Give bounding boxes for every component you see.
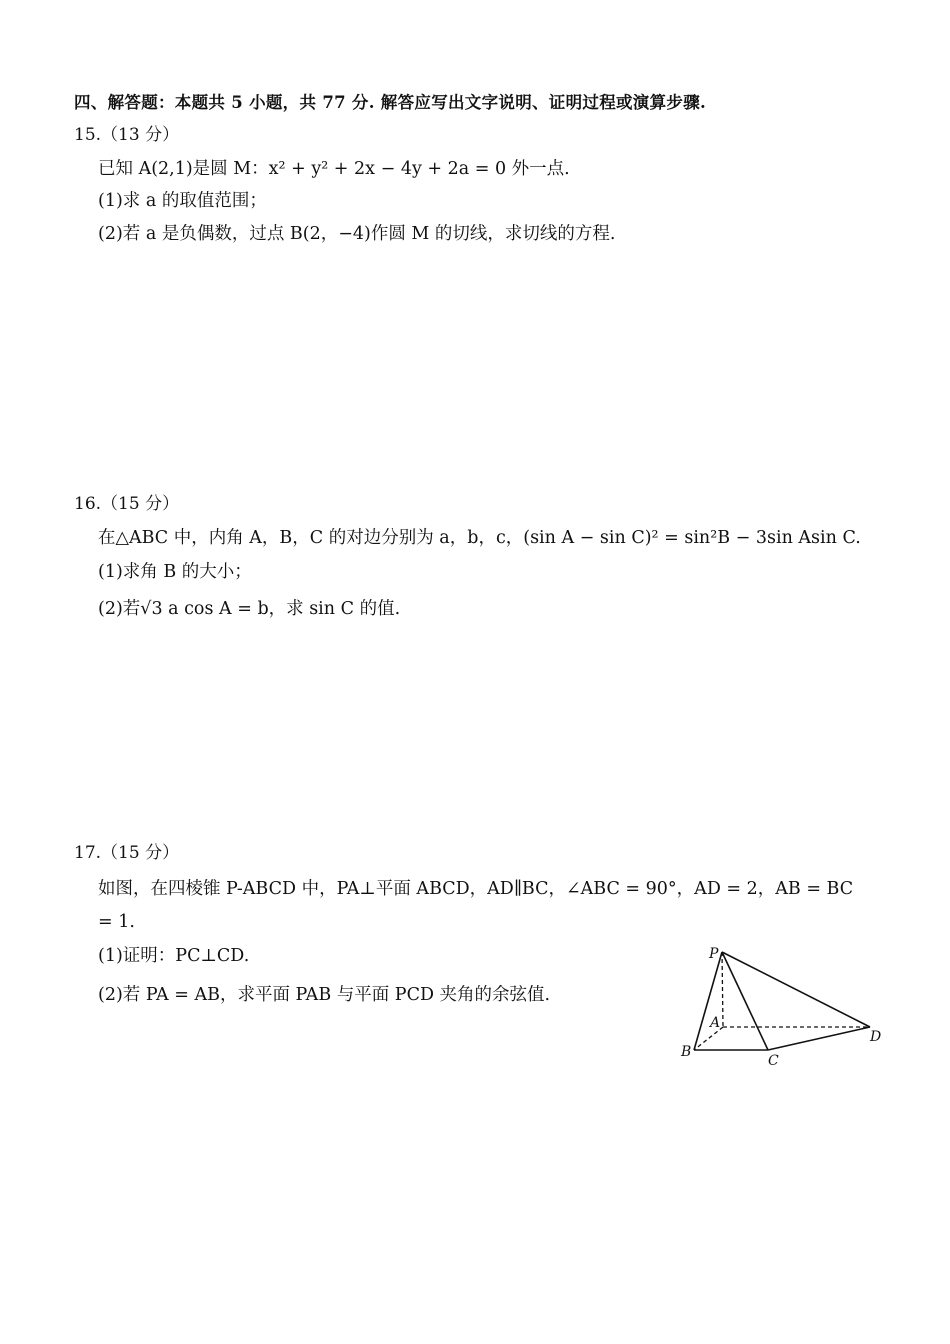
edge-CD bbox=[768, 1027, 870, 1050]
label-B: B bbox=[681, 1044, 692, 1060]
label-D: D bbox=[870, 1029, 882, 1045]
question-17-number: 17.（15 分） bbox=[74, 843, 180, 863]
edge-PA bbox=[722, 952, 723, 1027]
question-17-part-2: (2)若 PA = AB，求平面 PAB 与平面 PCD 夹角的余弦值. bbox=[98, 985, 551, 1005]
question-16-part-2: (2)若√3 a cos A = b，求 sin C 的值. bbox=[98, 599, 401, 619]
label-P: P bbox=[709, 946, 719, 962]
edge-PB bbox=[694, 952, 722, 1050]
question-15-part-1: (1)求 a 的取值范围； bbox=[98, 191, 267, 211]
question-16-part-1: (1)求角 B 的大小； bbox=[98, 562, 252, 582]
question-17-stem: 如图，在四棱锥 P-ABCD 中，PA⊥平面 ABCD，AD∥BC，∠ABC = 90°，AD = 2，AB = BC bbox=[98, 879, 854, 899]
question-17-part-1: (1)证明：PC⊥CD. bbox=[98, 946, 250, 966]
label-C: C bbox=[768, 1053, 779, 1069]
question-15-number: 15.（13 分） bbox=[74, 125, 180, 145]
question-15-part-2: (2)若 a 是负偶数，过点 B(2，−4)作圆 M 的切线，求切线的方程. bbox=[98, 224, 616, 244]
question-17-stem-continued: = 1. bbox=[98, 912, 135, 932]
question-16-stem: 在△ABC 中，内角 A，B，C 的对边分别为 a，b，c，(sin A − sin C)² = sin²B − 3sin Asin C. bbox=[98, 528, 861, 548]
question-15-stem: 已知 A(2,1)是圆 M：x² + y² + 2x − 4y + 2a = 0 外一点. bbox=[98, 159, 570, 179]
question-16-number: 16.（15 分） bbox=[74, 494, 180, 514]
section-heading: 四、解答题：本题共 5 小题，共 77 分. 解答应写出文字说明、证明过程或演算步骤. bbox=[74, 93, 707, 112]
pyramid-figure bbox=[670, 935, 900, 1075]
label-A: A bbox=[710, 1015, 721, 1031]
edge-PC bbox=[722, 952, 768, 1050]
edge-PD bbox=[722, 952, 870, 1027]
